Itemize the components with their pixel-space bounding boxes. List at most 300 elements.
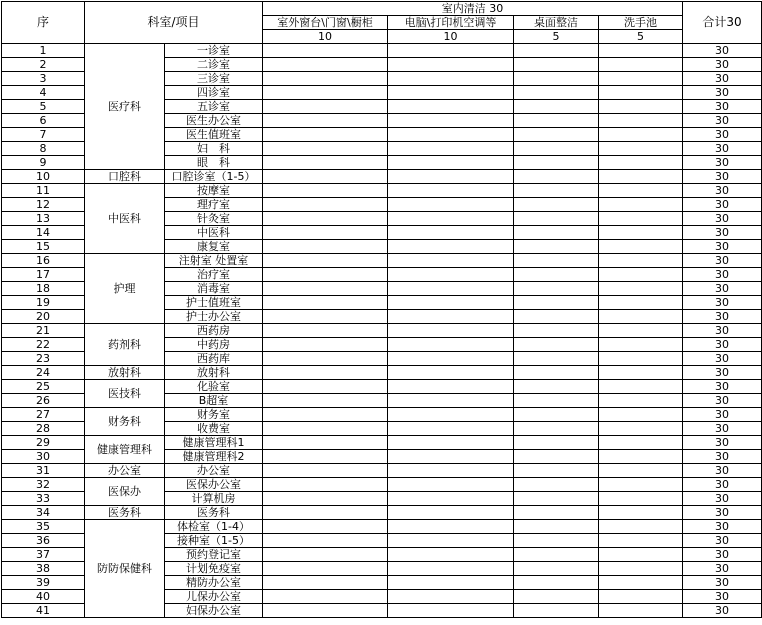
score-cell[interactable] — [388, 520, 514, 534]
room-name: 收费室 — [165, 422, 263, 436]
score-cell[interactable] — [263, 114, 388, 128]
score-cell[interactable] — [514, 520, 599, 534]
score-cell[interactable] — [514, 422, 599, 436]
row-total: 30 — [683, 352, 762, 366]
score-cell[interactable] — [599, 44, 683, 58]
row-seq: 9 — [2, 156, 85, 170]
score-cell[interactable] — [514, 212, 599, 226]
score-cell[interactable] — [599, 394, 683, 408]
score-cell[interactable] — [388, 352, 514, 366]
score-cell[interactable] — [263, 492, 388, 506]
score-cell[interactable] — [514, 380, 599, 394]
row-total: 30 — [683, 296, 762, 310]
row-seq: 33 — [2, 492, 85, 506]
score-cell[interactable] — [263, 324, 388, 338]
score-cell[interactable] — [388, 72, 514, 86]
score-cell[interactable] — [514, 394, 599, 408]
score-cell[interactable] — [388, 282, 514, 296]
score-cell[interactable] — [599, 58, 683, 72]
score-cell[interactable] — [514, 156, 599, 170]
score-cell[interactable] — [514, 58, 599, 72]
dept-name: 护理 — [85, 254, 165, 324]
criterion-name: 室外窗台\门窗\橱柜 — [263, 16, 388, 30]
row-total: 30 — [683, 492, 762, 506]
table-row — [2, 520, 762, 534]
score-cell[interactable] — [388, 604, 514, 618]
row-seq: 15 — [2, 240, 85, 254]
score-cell[interactable] — [514, 366, 599, 380]
row-total: 30 — [683, 422, 762, 436]
row-seq: 32 — [2, 478, 85, 492]
score-cell[interactable] — [388, 296, 514, 310]
row-seq: 25 — [2, 380, 85, 394]
row-seq: 18 — [2, 282, 85, 296]
criterion-name: 电脑\打印机空调等 — [388, 16, 514, 30]
score-cell[interactable] — [599, 380, 683, 394]
row-seq: 17 — [2, 268, 85, 282]
score-cell[interactable] — [263, 352, 388, 366]
row-total: 30 — [683, 100, 762, 114]
score-cell[interactable] — [514, 100, 599, 114]
room-name: 三诊室 — [165, 72, 263, 86]
row-total: 30 — [683, 408, 762, 422]
row-total: 30 — [683, 198, 762, 212]
row-seq: 11 — [2, 184, 85, 198]
room-name: 接种室（1-5） — [165, 534, 263, 548]
room-name: 计划免疫室 — [165, 562, 263, 576]
score-cell[interactable] — [514, 268, 599, 282]
row-seq: 24 — [2, 366, 85, 380]
score-cell[interactable] — [263, 198, 388, 212]
row-seq: 21 — [2, 324, 85, 338]
dept-name: 放射科 — [85, 366, 165, 380]
room-name: 护士办公室 — [165, 310, 263, 324]
score-cell[interactable] — [388, 170, 514, 184]
score-cell[interactable] — [514, 436, 599, 450]
score-cell[interactable] — [388, 590, 514, 604]
score-cell[interactable] — [388, 240, 514, 254]
score-cell[interactable] — [599, 282, 683, 296]
row-seq: 27 — [2, 408, 85, 422]
row-total: 30 — [683, 282, 762, 296]
room-name: 精防办公室 — [165, 576, 263, 590]
score-cell[interactable] — [514, 562, 599, 576]
score-cell[interactable] — [514, 142, 599, 156]
score-cell[interactable] — [514, 478, 599, 492]
score-cell[interactable] — [263, 282, 388, 296]
cleaning-score-table — [1, 1, 762, 618]
col-group-indoor-cleaning: 室内清洁 30 — [263, 2, 683, 16]
score-cell[interactable] — [514, 114, 599, 128]
score-cell[interactable] — [514, 254, 599, 268]
score-cell[interactable] — [599, 590, 683, 604]
score-cell[interactable] — [514, 128, 599, 142]
row-seq: 16 — [2, 254, 85, 268]
score-cell[interactable] — [263, 394, 388, 408]
score-cell[interactable] — [599, 254, 683, 268]
col-header-seq: 序 — [2, 2, 85, 44]
row-seq: 19 — [2, 296, 85, 310]
score-cell[interactable] — [388, 86, 514, 100]
row-total: 30 — [683, 366, 762, 380]
col-header-dept-item: 科室/项目 — [85, 2, 263, 44]
score-cell[interactable] — [263, 240, 388, 254]
table-row — [2, 408, 762, 422]
score-cell[interactable] — [388, 380, 514, 394]
score-cell[interactable] — [514, 44, 599, 58]
dept-name: 办公室 — [85, 464, 165, 478]
score-cell[interactable] — [263, 310, 388, 324]
room-name: 办公室 — [165, 464, 263, 478]
row-seq: 41 — [2, 604, 85, 618]
row-seq: 22 — [2, 338, 85, 352]
score-cell[interactable] — [388, 310, 514, 324]
score-cell[interactable] — [599, 352, 683, 366]
room-name: 二诊室 — [165, 58, 263, 72]
score-cell[interactable] — [388, 268, 514, 282]
table-row — [2, 254, 762, 268]
score-cell[interactable] — [514, 506, 599, 520]
room-name: 消毒室 — [165, 282, 263, 296]
table-row — [2, 380, 762, 394]
room-name: 财务室 — [165, 408, 263, 422]
row-total: 30 — [683, 142, 762, 156]
score-cell[interactable] — [599, 114, 683, 128]
row-seq: 4 — [2, 86, 85, 100]
row-seq: 14 — [2, 226, 85, 240]
score-cell[interactable] — [388, 450, 514, 464]
table-row — [2, 464, 762, 478]
score-cell[interactable] — [263, 156, 388, 170]
score-cell[interactable] — [514, 72, 599, 86]
row-total: 30 — [683, 394, 762, 408]
row-total: 30 — [683, 72, 762, 86]
room-name: 放射科 — [165, 366, 263, 380]
score-cell[interactable] — [263, 254, 388, 268]
score-cell[interactable] — [514, 338, 599, 352]
room-name: 西药库 — [165, 352, 263, 366]
score-cell[interactable] — [514, 324, 599, 338]
score-cell[interactable] — [263, 184, 388, 198]
score-cell[interactable] — [388, 422, 514, 436]
score-cell[interactable] — [263, 450, 388, 464]
score-cell[interactable] — [599, 464, 683, 478]
score-cell[interactable] — [599, 436, 683, 450]
score-cell[interactable] — [514, 352, 599, 366]
score-cell[interactable] — [599, 128, 683, 142]
score-cell[interactable] — [263, 142, 388, 156]
score-cell[interactable] — [599, 86, 683, 100]
row-seq: 3 — [2, 72, 85, 86]
score-cell[interactable] — [599, 506, 683, 520]
room-name: 四诊室 — [165, 86, 263, 100]
criterion-name: 洗手池 — [599, 16, 683, 30]
table-row — [2, 366, 762, 380]
room-name: 医务科 — [165, 506, 263, 520]
score-cell[interactable] — [263, 478, 388, 492]
score-cell[interactable] — [514, 86, 599, 100]
row-total: 30 — [683, 114, 762, 128]
table-row — [2, 184, 762, 198]
criterion-score: 5 — [599, 30, 683, 44]
score-cell[interactable] — [263, 100, 388, 114]
score-cell[interactable] — [514, 240, 599, 254]
inspection-sheet — [1, 1, 761, 618]
score-cell[interactable] — [599, 492, 683, 506]
score-cell[interactable] — [388, 156, 514, 170]
score-cell[interactable] — [599, 156, 683, 170]
score-cell[interactable] — [599, 72, 683, 86]
score-cell[interactable] — [388, 408, 514, 422]
room-name: 康复室 — [165, 240, 263, 254]
score-cell[interactable] — [599, 422, 683, 436]
row-total: 30 — [683, 58, 762, 72]
score-cell[interactable] — [599, 366, 683, 380]
score-cell[interactable] — [263, 534, 388, 548]
score-cell[interactable] — [514, 590, 599, 604]
score-cell[interactable] — [263, 380, 388, 394]
dept-name: 医务科 — [85, 506, 165, 520]
score-cell[interactable] — [388, 254, 514, 268]
score-cell[interactable] — [263, 464, 388, 478]
score-cell[interactable] — [599, 212, 683, 226]
score-cell[interactable] — [388, 226, 514, 240]
score-cell[interactable] — [388, 534, 514, 548]
score-cell[interactable] — [599, 184, 683, 198]
row-total: 30 — [683, 240, 762, 254]
dept-name: 财务科 — [85, 408, 165, 436]
score-cell[interactable] — [263, 604, 388, 618]
room-name: 针灸室 — [165, 212, 263, 226]
row-total: 30 — [683, 226, 762, 240]
score-cell[interactable] — [388, 100, 514, 114]
row-seq: 36 — [2, 534, 85, 548]
row-total: 30 — [683, 520, 762, 534]
criterion-score: 10 — [263, 30, 388, 44]
row-seq: 26 — [2, 394, 85, 408]
score-cell[interactable] — [514, 408, 599, 422]
score-cell[interactable] — [599, 450, 683, 464]
score-cell[interactable] — [514, 170, 599, 184]
room-name: 口腔诊室（1-5） — [165, 170, 263, 184]
room-name: 理疗室 — [165, 198, 263, 212]
score-cell[interactable] — [388, 436, 514, 450]
score-cell[interactable] — [263, 86, 388, 100]
score-cell[interactable] — [514, 548, 599, 562]
score-cell[interactable] — [599, 562, 683, 576]
row-seq: 37 — [2, 548, 85, 562]
table-row — [2, 170, 762, 184]
row-total: 30 — [683, 128, 762, 142]
score-cell[interactable] — [388, 142, 514, 156]
score-cell[interactable] — [263, 268, 388, 282]
score-cell[interactable] — [599, 142, 683, 156]
score-cell[interactable] — [388, 212, 514, 226]
score-cell[interactable] — [263, 212, 388, 226]
score-cell[interactable] — [514, 450, 599, 464]
score-cell[interactable] — [263, 338, 388, 352]
score-cell[interactable] — [599, 240, 683, 254]
room-name: 预约登记室 — [165, 548, 263, 562]
score-cell[interactable] — [388, 58, 514, 72]
score-cell[interactable] — [388, 198, 514, 212]
row-seq: 13 — [2, 212, 85, 226]
score-cell[interactable] — [599, 324, 683, 338]
score-cell[interactable] — [388, 478, 514, 492]
row-total: 30 — [683, 324, 762, 338]
row-seq: 10 — [2, 170, 85, 184]
score-cell[interactable] — [599, 604, 683, 618]
score-cell[interactable] — [599, 226, 683, 240]
row-seq: 39 — [2, 576, 85, 590]
score-cell[interactable] — [599, 576, 683, 590]
room-name: 体检室（1-4） — [165, 520, 263, 534]
room-name: 中药房 — [165, 338, 263, 352]
score-cell[interactable] — [514, 604, 599, 618]
room-name: 健康管理科1 — [165, 436, 263, 450]
score-cell[interactable] — [263, 422, 388, 436]
row-seq: 38 — [2, 562, 85, 576]
score-cell[interactable] — [514, 576, 599, 590]
score-cell[interactable] — [388, 394, 514, 408]
score-cell[interactable] — [599, 198, 683, 212]
score-cell[interactable] — [514, 226, 599, 240]
dept-name: 中医科 — [85, 184, 165, 254]
score-cell[interactable] — [599, 100, 683, 114]
row-seq: 5 — [2, 100, 85, 114]
room-name: 一诊室 — [165, 44, 263, 58]
room-name: 儿保办公室 — [165, 590, 263, 604]
room-name: 医保办公室 — [165, 478, 263, 492]
score-cell[interactable] — [599, 534, 683, 548]
row-total: 30 — [683, 268, 762, 282]
criterion-score: 10 — [388, 30, 514, 44]
score-cell[interactable] — [514, 184, 599, 198]
score-cell[interactable] — [263, 562, 388, 576]
score-cell[interactable] — [263, 520, 388, 534]
score-cell[interactable] — [599, 338, 683, 352]
room-name: 护士值班室 — [165, 296, 263, 310]
score-cell[interactable] — [514, 282, 599, 296]
room-name: 西药房 — [165, 324, 263, 338]
criterion-name: 桌面整洁 — [514, 16, 599, 30]
table-row — [2, 324, 762, 338]
score-cell[interactable] — [514, 492, 599, 506]
score-cell[interactable] — [388, 576, 514, 590]
score-cell[interactable] — [388, 338, 514, 352]
row-seq: 29 — [2, 436, 85, 450]
score-cell[interactable] — [263, 408, 388, 422]
score-cell[interactable] — [388, 114, 514, 128]
score-cell[interactable] — [388, 324, 514, 338]
score-cell[interactable] — [263, 128, 388, 142]
score-cell[interactable] — [263, 576, 388, 590]
score-cell[interactable] — [388, 506, 514, 520]
score-cell[interactable] — [263, 548, 388, 562]
row-seq: 6 — [2, 114, 85, 128]
row-total: 30 — [683, 604, 762, 618]
score-cell[interactable] — [388, 44, 514, 58]
dept-name: 健康管理科 — [85, 436, 165, 464]
row-total: 30 — [683, 170, 762, 184]
score-cell[interactable] — [388, 562, 514, 576]
row-total: 30 — [683, 478, 762, 492]
row-seq: 23 — [2, 352, 85, 366]
row-total: 30 — [683, 436, 762, 450]
row-seq: 28 — [2, 422, 85, 436]
score-cell[interactable] — [514, 464, 599, 478]
score-cell[interactable] — [388, 128, 514, 142]
score-cell[interactable] — [388, 184, 514, 198]
table-row — [2, 44, 762, 58]
table-body — [2, 44, 762, 618]
table-row — [2, 506, 762, 520]
row-seq: 2 — [2, 58, 85, 72]
col-header-total: 合计30 — [683, 2, 762, 44]
row-seq: 12 — [2, 198, 85, 212]
criterion-score: 5 — [514, 30, 599, 44]
dept-name: 医技科 — [85, 380, 165, 408]
score-cell[interactable] — [388, 366, 514, 380]
row-seq: 34 — [2, 506, 85, 520]
room-name: 妇 科 — [165, 142, 263, 156]
score-cell[interactable] — [263, 72, 388, 86]
dept-name: 口腔科 — [85, 170, 165, 184]
row-seq: 8 — [2, 142, 85, 156]
score-cell[interactable] — [514, 296, 599, 310]
score-cell[interactable] — [514, 534, 599, 548]
row-seq: 7 — [2, 128, 85, 142]
score-cell[interactable] — [599, 520, 683, 534]
row-total: 30 — [683, 44, 762, 58]
row-total: 30 — [683, 254, 762, 268]
row-total: 30 — [683, 450, 762, 464]
row-total: 30 — [683, 86, 762, 100]
score-cell[interactable] — [263, 226, 388, 240]
row-total: 30 — [683, 156, 762, 170]
score-cell[interactable] — [263, 506, 388, 520]
score-cell[interactable] — [599, 310, 683, 324]
dept-name: 医疗科 — [85, 44, 165, 170]
room-name: 治疗室 — [165, 268, 263, 282]
room-name: 医生值班室 — [165, 128, 263, 142]
score-cell[interactable] — [263, 296, 388, 310]
score-cell[interactable] — [388, 464, 514, 478]
score-cell[interactable] — [263, 44, 388, 58]
score-cell[interactable] — [599, 296, 683, 310]
score-cell[interactable] — [514, 310, 599, 324]
score-cell[interactable] — [599, 478, 683, 492]
score-cell[interactable] — [263, 590, 388, 604]
row-total: 30 — [683, 338, 762, 352]
score-cell[interactable] — [599, 408, 683, 422]
score-cell[interactable] — [263, 58, 388, 72]
score-cell[interactable] — [388, 492, 514, 506]
row-total: 30 — [683, 506, 762, 520]
room-name: 按摩室 — [165, 184, 263, 198]
score-cell[interactable] — [263, 436, 388, 450]
row-total: 30 — [683, 212, 762, 226]
score-cell[interactable] — [263, 366, 388, 380]
room-name: 健康管理科2 — [165, 450, 263, 464]
score-cell[interactable] — [599, 170, 683, 184]
score-cell[interactable] — [263, 170, 388, 184]
score-cell[interactable] — [514, 198, 599, 212]
row-total: 30 — [683, 380, 762, 394]
score-cell[interactable] — [599, 548, 683, 562]
score-cell[interactable] — [388, 548, 514, 562]
score-cell[interactable] — [599, 268, 683, 282]
